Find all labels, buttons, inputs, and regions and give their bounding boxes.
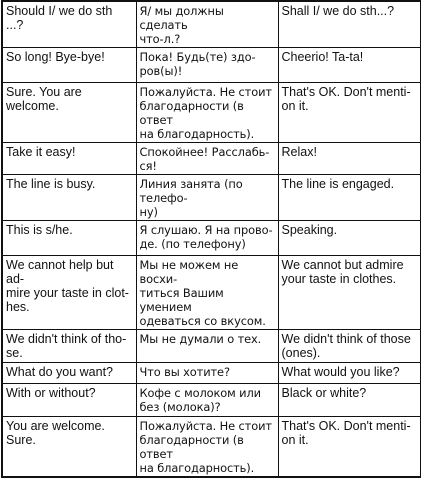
russian-translation-cell: Спокойнее! Расслабь- ся! — [136, 143, 278, 175]
russian-translation-cell: Я/ мы должны сделать что-л.? — [136, 1, 278, 48]
english-phrase-cell: Should I/ we do sth ...? — [2, 1, 136, 48]
english-phrase-cell: We cannot help but ad- mire your taste in clot- hes. — [2, 256, 136, 330]
alternative-english-cell: Shall I/ we do sth...? — [278, 1, 421, 48]
english-phrase-cell: This is s/he. — [2, 221, 136, 256]
english-phrase-cell: The line is busy. — [2, 175, 136, 221]
phrase-table — [1, 0, 421, 478]
alternative-english-cell: Black or white? — [278, 384, 421, 417]
english-phrase-cell: So long! Bye-bye! — [2, 48, 136, 83]
english-phrase-cell: Sure. You are welcome. — [2, 83, 136, 143]
russian-translation-cell: Линия занята (по телефо- ну) — [136, 175, 278, 221]
russian-translation-cell: Пожалуйста. Не стоит благодарности (в ответ на благодарность). — [136, 417, 278, 478]
table-row — [2, 417, 421, 478]
table-row — [2, 83, 421, 143]
alternative-english-cell: Cheerio! Ta-ta! — [278, 48, 421, 83]
table-row — [2, 175, 421, 221]
english-phrase-cell: What do you want? — [2, 363, 136, 384]
english-phrase-cell: With or without? — [2, 384, 136, 417]
alternative-english-cell: That's OK. Don't menti- on it. — [278, 417, 421, 478]
english-phrase-cell: We didn't think of tho- se. — [2, 330, 136, 363]
russian-translation-cell: Кофе с молоком или без (молока)? — [136, 384, 278, 417]
russian-translation-cell: Мы не думали о тех. — [136, 330, 278, 363]
alternative-english-cell: We didn't think of those (ones). — [278, 330, 421, 363]
alternative-english-cell: We cannot but admire your taste in clothes. — [278, 256, 421, 330]
table-row — [2, 48, 421, 83]
russian-translation-cell: Что вы хотите? — [136, 363, 278, 384]
table-row — [2, 330, 421, 363]
table-row — [2, 256, 421, 330]
table-row — [2, 384, 421, 417]
alternative-english-cell: That's OK. Don't menti- on it. — [278, 83, 421, 143]
alternative-english-cell: Speaking. — [278, 221, 421, 256]
alternative-english-cell: What would you like? — [278, 363, 421, 384]
russian-translation-cell: Пожалуйста. Не стоит благодарности (в ответ на благодарность). — [136, 83, 278, 143]
table-row — [2, 143, 421, 175]
table-row — [2, 363, 421, 384]
english-phrase-cell: You are welcome. Sure. — [2, 417, 136, 478]
alternative-english-cell: The line is engaged. — [278, 175, 421, 221]
russian-translation-cell: Я слушаю. Я на прово- де. (по телефону) — [136, 221, 278, 256]
table-row — [2, 221, 421, 256]
english-phrase-cell: Take it easy! — [2, 143, 136, 175]
russian-translation-cell: Мы не можем не восхи- титься Вашим умением одеваться со вкусом. — [136, 256, 278, 330]
alternative-english-cell: Relax! — [278, 143, 421, 175]
table-row — [2, 1, 421, 48]
russian-translation-cell: Пока! Будь(те) здо- ров(ы)! — [136, 48, 278, 83]
